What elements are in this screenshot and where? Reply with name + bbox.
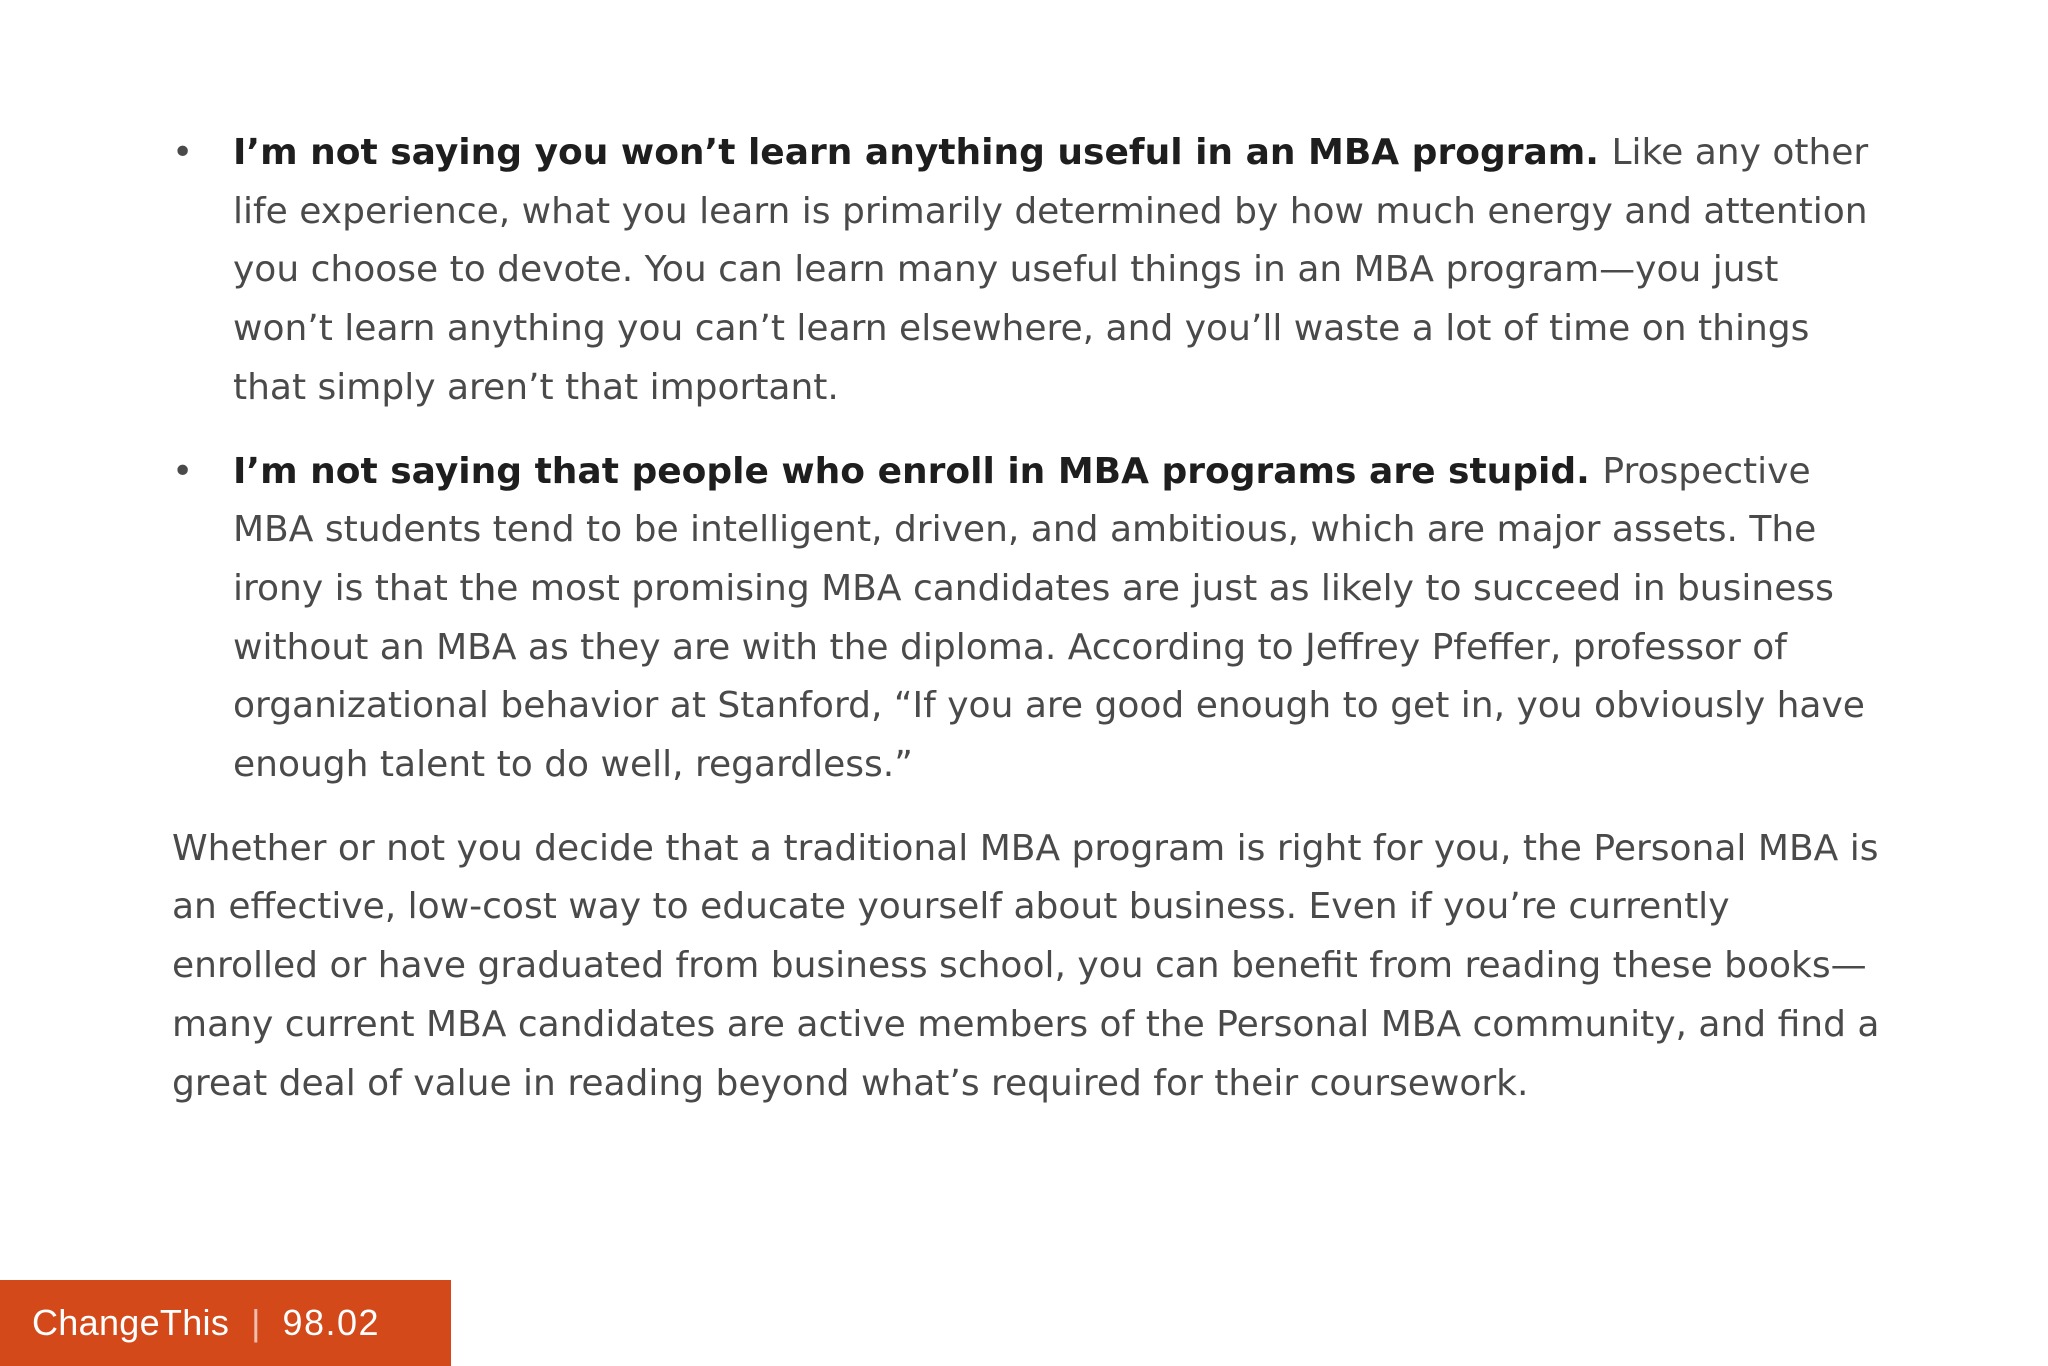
bullet-icon: •: [172, 450, 194, 492]
bullet-text: Like any other life experience, what you learn is primarily determined by how much energy and attention you choose to devote. You can learn many useful things in an MBA program—you just won’t learn anything you can’t learn elsewhere, and you’ll waste a lot of time on things that simply aren’t that important.: [233, 132, 1869, 408]
body-paragraph: Whether or not you decide that a traditional MBA program is right for you, the Personal MBA is an effective, low-cost way to educate yourself about business. Even if you’re currently enrolled or have graduated from business school, you can benefit from reading these books—many current MBA candidates are active members of the Personal MBA community, and find a great deal of value in reading beyond what’s required for their coursework.: [172, 827, 1880, 1104]
issue-number: 98.02: [282, 1302, 381, 1343]
brand-name: ChangeThis: [32, 1302, 230, 1343]
footer-separator: |: [251, 1302, 261, 1343]
list-item: [172, 443, 1882, 795]
bullet-text: Prospective MBA students tend to be intelligent, driven, and ambitious, which are major assets. The irony is that the most promising MBA candidates are just as likely to succeed in business without an MBA as they are with the diploma. According to Jeffrey Pfeffer, professor of organizational behavior at Stanford, “If you are good enough to get in, you obviously have enough talent to do well, regardless.”: [233, 450, 1865, 786]
footer-bar: [0, 1280, 451, 1366]
bullet-lead: I’m not saying you won’t learn anything useful in an MBA program.: [233, 132, 1612, 173]
bullet-lead: I’m not saying that people who enroll in MBA programs are stupid.: [233, 450, 1603, 492]
article-body: [172, 124, 1882, 1113]
bullet-list: [172, 124, 1882, 795]
bullet-icon: •: [172, 132, 194, 173]
list-item: [172, 124, 1882, 418]
